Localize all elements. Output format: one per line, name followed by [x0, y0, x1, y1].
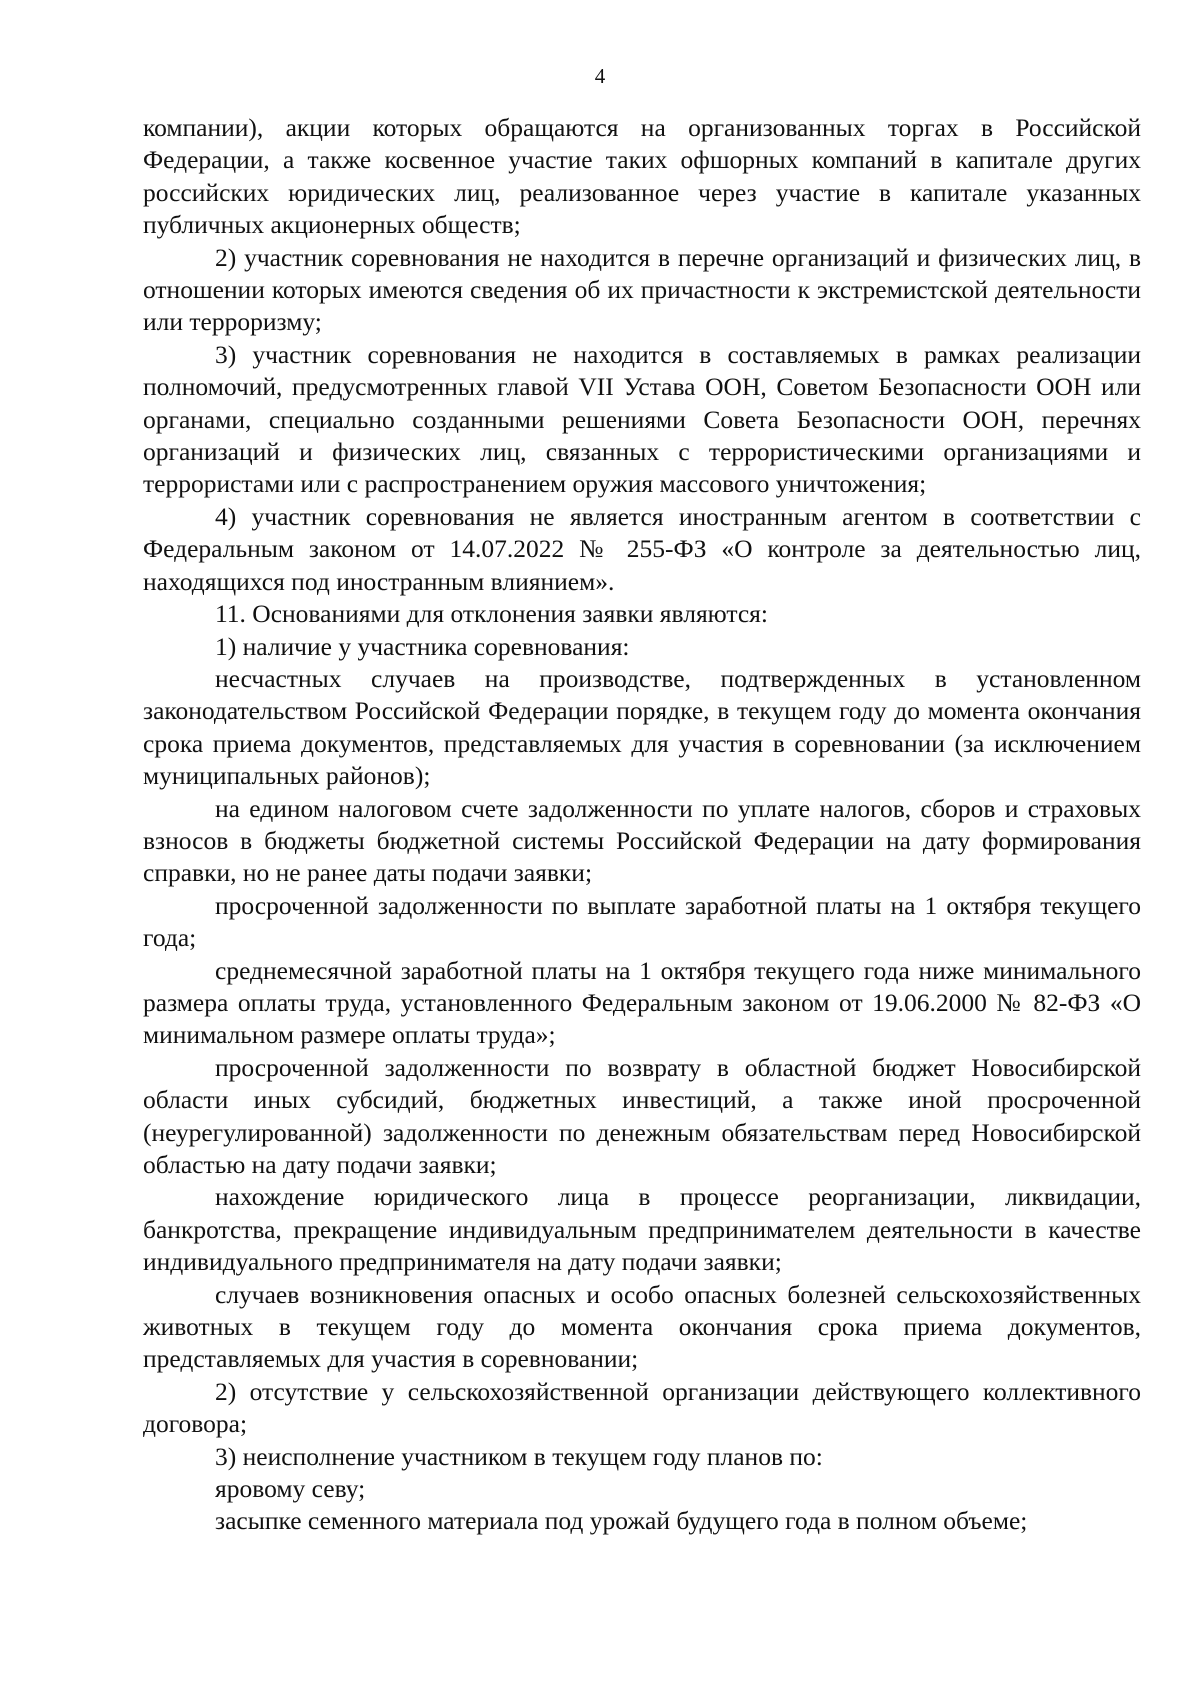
- document-body: [143, 112, 1141, 1538]
- paragraph-4: 4) участник соревнования не является иностранным агентом в соответствии с Федеральным законом от 14.07.2022 № 255-ФЗ «О контроле за деятельностью лиц, находящихся под иностранным влиянием».: [143, 501, 1141, 596]
- paragraph-5: 11. Основаниями для отклонения заявки являются:: [215, 599, 768, 629]
- paragraph-9: просроченной задолженности по выплате заработной платы на 1 октября текущего года;: [143, 890, 1141, 953]
- paragraph-2: 2) участник соревнования не находится в перечне организаций и физических лиц, в отношении которых имеются сведения об их причастности к экстремистской деятельности или терроризму;: [143, 242, 1141, 337]
- paragraph-3: 3) участник соревнования не находится в составляемых в рамках реализации полномочий, предусмотренных главой VII Устава ООН, Советом Безопасности ООН или органами, специально созданными решениями Совета Безопасности ООН, перечнях организаций и физических лиц, связанных с террористическими организациями и террористами или с распространением оружия массового уничтожения;: [143, 339, 1141, 499]
- paragraph-12: нахождение юридического лица в процессе реорганизации, ликвидации, банкротства, прекращение индивидуальным предпринимателем деятельности в качестве индивидуального предпринимателя на дату подачи заявки;: [143, 1182, 1141, 1277]
- paragraph-11: просроченной задолженности по возврату в областной бюджет Новосибирской области иных субсидий, бюджетных инвестиций, а также иной просроченной (неурегулированной) задолженности по денежным обязательствам перед Новосибирской областью на дату подачи заявки;: [143, 1052, 1141, 1179]
- page-number: 4: [594, 64, 606, 88]
- paragraph-17: засыпке семенного материала под урожай будущего года в полном объеме;: [215, 1506, 1028, 1536]
- paragraph-7: несчастных случаев на производстве, подтвержденных в установленном законодательством Российской Федерации порядке, в текущем году до момента окончания срока приема документов, представляемых для участия в соревновании (за исключением муниципальных районов);: [143, 663, 1141, 791]
- paragraph-8: на едином налоговом счете задолженности по уплате налогов, сборов и страховых взносов в бюджеты бюджетной системы Российской Федерации на дату формирования справки, но не ранее даты подачи заявки;: [143, 793, 1141, 888]
- paragraph-16: яровому севу;: [215, 1474, 366, 1504]
- paragraph-6: 1) наличие у участника соревнования:: [215, 631, 630, 661]
- paragraph-10: среднемесячной заработной платы на 1 октября текущего года ниже минимального размера оплаты труда, установленного Федеральным законом от 19.06.2000 № 82-ФЗ «О минимальном размере оплаты труда»;: [143, 955, 1141, 1050]
- paragraph-14: 2) отсутствие у сельскохозяйственной организации действующего коллективного договора;: [143, 1376, 1141, 1439]
- paragraph-15: 3) неисполнение участником в текущем году планов по:: [215, 1441, 823, 1471]
- paragraph-13: случаев возникновения опасных и особо опасных болезней сельскохозяйственных животных в текущем году до момента окончания срока приема документов, представляемых для участия в соревновании;: [143, 1279, 1141, 1374]
- paragraph-1: компании), акции которых обращаются на организованных торгах в Российской Федерации, а также косвенное участие таких офшорных компаний в капитале других российских юридических лиц, реализованное через участие в капитале указанных публичных акционерных обществ;: [143, 113, 1141, 240]
